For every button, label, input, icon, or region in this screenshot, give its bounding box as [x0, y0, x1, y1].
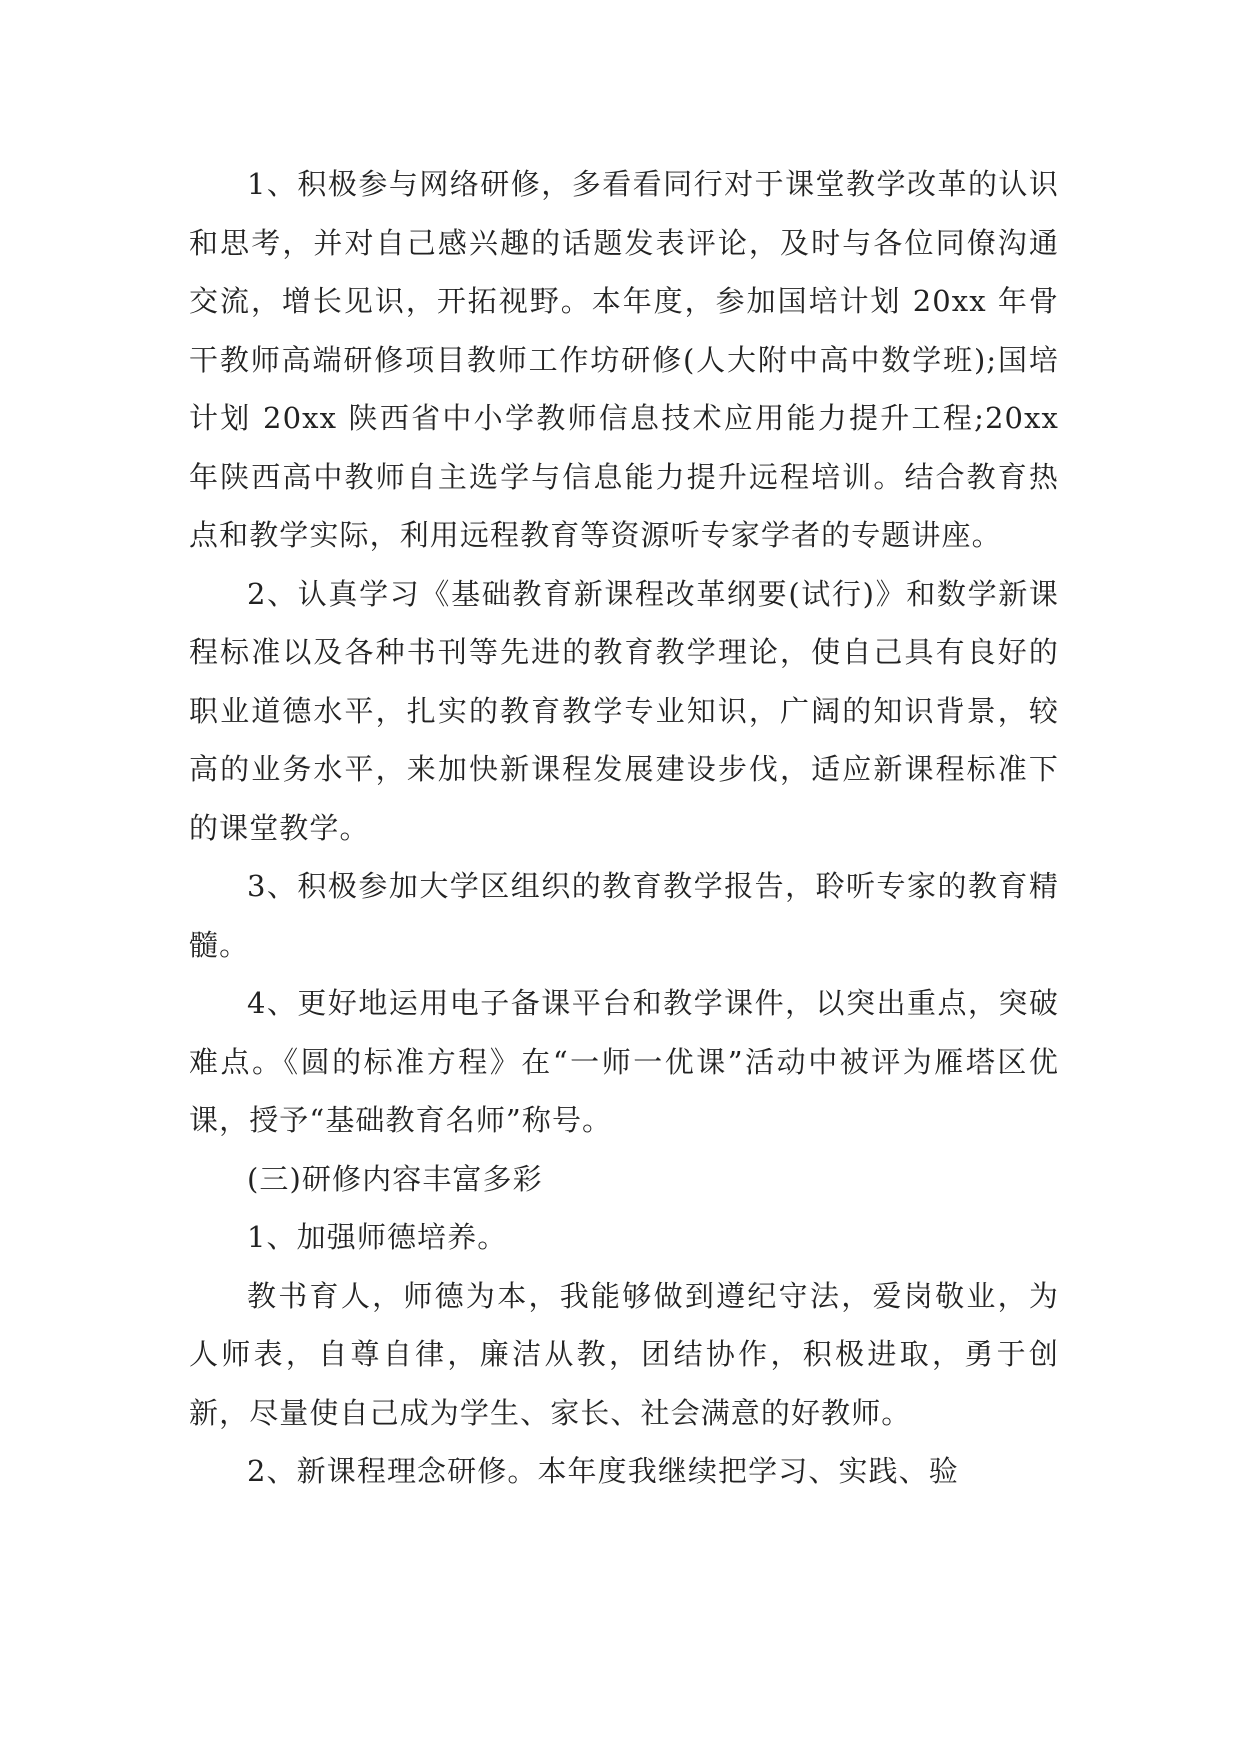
- paragraph-curriculum-study: 2、认真学习《基础教育新课程改革纲要(试行)》和数学新课程标准以及各种书刊等先进的教育教学理论，使自己具有良好的职业道德水平，扎实的教育教学专业知识，广阔的知识背景，较高的业务水平，来加快新课程发展建设步伐，适应新课程标准下的课堂教学。: [189, 576, 1059, 845]
- paragraph-online-study: 1、积极参与网络研修，多看看同行对于课堂教学改革的认识和思考，并对自己感兴趣的话题发表评论，及时与各位同僚沟通交流，增长见识，开拓视野。本年度，参加国培计划 20xx 年骨干教师高端研修项目教师工作坊研修(人大附中高中数学班);国培计划 20xx 陕西省中小学教师信息技术应用能力提升工程;20xx 年陕西高中教师自主选学与信息能力提升远程培训。结合教育热点和教学实际，利用远程教育等资源听专家学者的专题讲座。: [189, 167, 1059, 552]
- subheading-ethics: 1、加强师德培养。: [247, 1220, 508, 1254]
- paragraph-new-curriculum: 2、新课程理念研修。本年度我继续把学习、实践、验: [247, 1454, 959, 1488]
- document-body: [189, 155, 1059, 1501]
- section-heading: (三)研修内容丰富多彩: [247, 1161, 543, 1196]
- paragraph-ethics: 教书育人，师德为本，我能够做到遵纪守法，爱岗敬业，为人师表，自尊自律，廉洁从教，团结协作，积极进取，勇于创新，尽量使自己成为学生、家长、社会满意的好教师。: [189, 1278, 1059, 1430]
- paragraph-electronic-lesson: 4、更好地运用电子备课平台和教学课件，以突出重点，突破难点。《圆的标准方程》在“一师一优课”活动中被评为雁塔区优课，授予“基础教育名师”称号。: [189, 986, 1059, 1137]
- paragraph-district-reports: 3、积极参加大学区组织的教育教学报告，聆听专家的教育精髓。: [189, 869, 1059, 962]
